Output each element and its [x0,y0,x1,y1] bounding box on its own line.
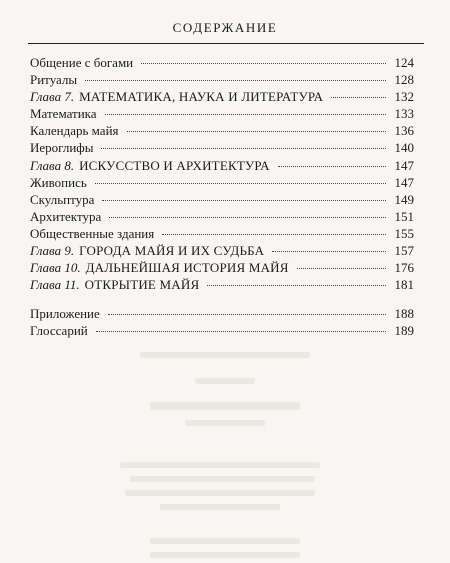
chapter-number: Глава 10. [30,260,81,276]
dot-leader [108,314,386,315]
dot-leader [127,131,386,132]
dot-leader [331,97,386,98]
page-number: 147 [394,174,414,190]
toc-entry-title: Живопись [30,174,87,190]
page-number: 188 [394,306,414,322]
toc-entry-title-wrap [30,71,77,88]
dot-leader [109,217,386,218]
toc-entry-title: Общественные здания [30,225,155,241]
section-gap [30,293,414,305]
toc-entry [30,322,414,339]
dot-leader [102,200,386,201]
dot-leader [105,114,386,115]
toc-entry-title-wrap [30,88,323,105]
toc-entry-title-wrap [30,242,264,259]
page-number: 176 [394,260,414,276]
toc-entry [30,54,414,71]
page-number: 181 [394,277,414,293]
toc-entry-title-wrap [30,322,88,339]
toc-entry-title-wrap [30,157,270,174]
toc-entry [30,88,414,105]
toc-entry-title: ИСКУССТВО И АРХИТЕКТУРА [79,157,270,173]
toc-entry [30,276,414,293]
page-number: 124 [394,55,414,70]
toc-entry [30,174,414,191]
dot-leader [85,80,386,81]
toc-entry-title-wrap [30,139,93,156]
toc-entry [30,122,414,139]
page-title: СОДЕРЖАНИЕ [172,20,278,35]
toc-entry-title: Приложение [30,306,100,322]
page-number: 136 [394,123,414,139]
page-number: 140 [394,140,414,156]
toc-entry [30,208,414,225]
toc-entry [30,305,414,322]
page-number: 128 [394,72,414,88]
toc-entry-title-wrap [30,122,119,139]
toc-entry-title: ОТКРЫТИЕ МАЙЯ [84,277,200,293]
toc-entry [30,225,414,242]
toc-appendix-section [30,305,414,339]
toc-entry-title-wrap [30,208,101,225]
dot-leader [207,285,386,286]
chapter-number: Глава 11. [30,277,80,293]
dot-leader [297,268,386,269]
toc-entry-title-wrap [30,54,133,71]
chapter-number: Глава 9. [30,243,75,259]
dot-leader [95,183,386,184]
toc-entry-title-wrap [30,105,97,122]
page-number: 133 [394,106,414,122]
toc-entry [30,259,414,276]
toc-entry [30,157,414,174]
dot-leader [272,251,386,252]
toc-entry-title: Общение с богами [30,55,134,70]
toc-entry [30,139,414,156]
page-number: 149 [394,191,414,207]
dot-leader [96,331,386,332]
toc-entry [30,242,414,259]
toc-entry-title-wrap [30,276,199,293]
toc-entry [30,191,414,208]
toc-main-section [30,54,414,293]
toc-entry-title-wrap [30,259,289,276]
toc-entry-title-wrap [30,174,87,191]
chapter-number: Глава 7. [30,89,75,105]
table-of-contents [30,54,414,340]
page-number: 189 [394,323,414,339]
toc-entry-title: Архитектура [30,208,102,224]
toc-entry-title: Скульптура [30,191,95,207]
dot-leader [162,234,386,235]
dot-leader [278,166,386,167]
toc-entry-title-wrap [30,225,154,242]
toc-entry-title: МАТЕМАТИКА, НАУКА И ЛИТЕРАТУРА [79,89,324,105]
header-divider [28,43,424,44]
toc-entry-title: Глоссарий [30,323,88,339]
toc-entry-title: Ритуалы [30,72,78,88]
toc-entry-title-wrap [30,191,94,208]
toc-entry [30,71,414,88]
page-number: 147 [394,157,414,173]
page-number: 151 [394,208,414,224]
toc-entry-title: Иероглифы [30,140,94,156]
page-number: 155 [394,225,414,241]
dot-leader [101,148,386,149]
toc-entry-title: Математика [30,106,97,122]
chapter-number: Глава 8. [30,157,75,173]
dot-leader [141,63,386,64]
toc-entry-title: ДАЛЬНЕЙШАЯ ИСТОРИЯ МАЙЯ [85,260,289,276]
toc-entry-title: ГОРОДА МАЙЯ И ИХ СУДЬБА [79,243,265,259]
page-number: 157 [394,243,414,259]
page-number: 132 [394,89,414,105]
toc-entry-title-wrap [30,305,100,322]
toc-entry-title: Календарь майя [30,123,119,139]
toc-entry [30,105,414,122]
